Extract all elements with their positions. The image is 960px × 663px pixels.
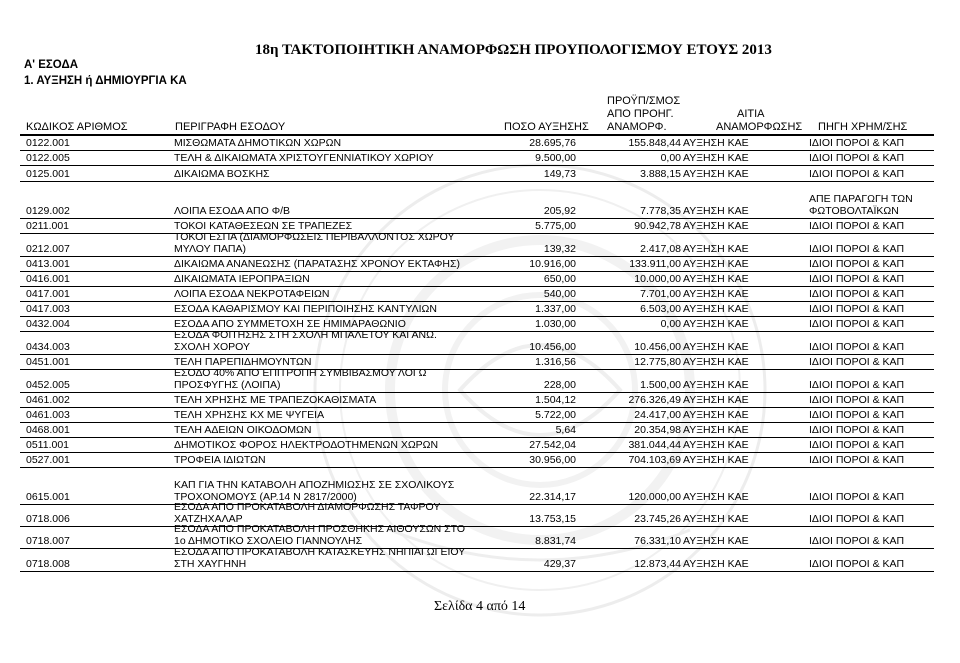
row-reason: ΑΥΞΗΣΗ ΚΑΕ — [683, 318, 749, 330]
row-funding-source-line: ΙΔΙΟΙ ΠΟΡΟΙ & ΚΑΠ — [809, 558, 905, 570]
table-row — [20, 467, 934, 505]
row-description — [174, 424, 312, 436]
row-reason: ΑΥΞΗΣΗ ΚΑΕ — [683, 205, 749, 217]
row-funding-source-line: ΙΔΙΟΙ ΠΟΡΟΙ & ΚΑΠ — [809, 513, 905, 525]
row-code: 0718.008 — [26, 558, 70, 570]
col-header-previous-line2: ΑΠΟ ΠΡΟΗΓ. — [607, 108, 674, 120]
row-description-line: ΠΡΟΣΦΥΓΗΣ (ΛΟΙΠΑ) — [174, 379, 281, 391]
row-funding-source-line: ΙΔΙΟΙ ΠΟΡΟΙ & ΚΑΠ — [809, 318, 905, 330]
row-funding-source-line: ΑΠΕ ΠΑΡΑΓΩΓΗ ΤΩΝ — [809, 193, 913, 205]
row-previous-amount: 76.331,10 — [634, 535, 681, 547]
row-funding-source — [809, 491, 904, 503]
row-amount: 10.916,00 — [529, 258, 576, 270]
row-code: 0125.001 — [26, 168, 70, 180]
row-code: 0416.001 — [26, 273, 70, 285]
row-description-line: ΔΙΚΑΙΩΜΑΤΑ ΙΕΡΟΠΡΑΞΙΩΝ — [174, 273, 310, 285]
row-description — [174, 523, 465, 547]
row-description-line: ΕΣΟΔΑ ΦΟΙΤΗΣΗΣ ΣΤΗ ΣΧΟΛΗ ΜΠΑΛΕΤΟΥ ΚΑΙ ΑΝΩ. — [174, 329, 437, 341]
row-previous-amount: 23.745,26 — [634, 513, 681, 525]
row-previous-amount: 10.000,00 — [634, 273, 681, 285]
row-description-line: ΕΣΟΔΑ ΑΠΟ ΠΡΟΚΑΤΑΒΟΛΗ ΠΡΟΣΘΗΚΗΣ ΑΙΘΟΥΣΩΝ ΣΤΟ — [174, 523, 466, 535]
row-code: 0122.001 — [26, 137, 70, 149]
row-amount: 9.500,00 — [535, 152, 576, 164]
row-funding-source — [809, 379, 904, 391]
table-row — [20, 523, 934, 549]
row-description-line: ΕΣΟΔΑ ΑΠΟ ΠΡΟΚΑΤΑΒΟΛΗ ΚΑΤΑΣΚΕΥΗΣ ΝΗΠΙΑΓΩΓΕΙΟΥ — [174, 546, 466, 558]
table-row — [20, 233, 934, 257]
row-description — [174, 409, 324, 421]
row-code: 0461.003 — [26, 409, 70, 421]
row-funding-source — [809, 454, 904, 466]
row-description-line: ΕΣΟΔΟ 40% ΑΠΟ ΕΠΙΤΡΟΠΗ ΣΥΜΒΙΒΑΣΜΟΥ ΛΟΓΩ — [174, 367, 427, 379]
table-row — [20, 392, 934, 408]
row-funding-source-line: ΙΔΙΟΙ ΠΟΡΟΙ & ΚΑΠ — [809, 273, 905, 285]
table-row — [20, 301, 934, 317]
row-previous-amount: 6.503,00 — [640, 303, 681, 315]
row-funding-source-line: ΙΔΙΟΙ ΠΟΡΟΙ & ΚΑΠ — [809, 409, 905, 421]
row-previous-amount: 120.000,00 — [628, 491, 681, 503]
row-funding-source-line: ΙΔΙΟΙ ΠΟΡΟΙ & ΚΑΠ — [809, 243, 905, 255]
row-funding-source — [809, 273, 904, 285]
row-previous-amount: 704.103,69 — [628, 454, 681, 466]
row-funding-source — [809, 137, 904, 149]
row-amount: 30.956,00 — [529, 454, 576, 466]
row-funding-source-line: ΙΔΙΟΙ ΠΟΡΟΙ & ΚΑΠ — [809, 220, 905, 232]
row-previous-amount: 276.326,49 — [628, 394, 681, 406]
row-previous-amount: 381.044,44 — [628, 439, 681, 451]
row-funding-source — [809, 558, 904, 570]
row-amount: 1.337,00 — [535, 303, 576, 315]
row-previous-amount: 1.500,00 — [640, 379, 681, 391]
row-reason: ΑΥΞΗΣΗ ΚΑΕ — [683, 535, 749, 547]
section-heading-revenue: Α' ΕΣΟΔΑ — [24, 59, 79, 71]
row-description-line: ΤΕΛΗ ΧΡΗΣΗΣ ΜΕ ΤΡΑΠΕΖΟΚΑΘΙΣΜΑΤΑ — [174, 394, 377, 406]
row-funding-source-line: ΙΔΙΟΙ ΠΟΡΟΙ & ΚΑΠ — [809, 491, 905, 503]
row-funding-source — [809, 168, 904, 180]
row-previous-amount: 12.873,44 — [634, 558, 681, 570]
row-description-line: ΤΕΛΗ & ΔΙΚΑΙΩΜΑΤΑ ΧΡΙΣΤΟΥΓΕΝΝΙΑΤΙΚΟΥ ΧΩΡΙΟΥ — [174, 152, 434, 164]
table-bottom-border — [20, 571, 934, 572]
row-reason: ΑΥΞΗΣΗ ΚΑΕ — [683, 379, 749, 391]
row-code: 0468.001 — [26, 424, 70, 436]
row-reason: ΑΥΞΗΣΗ ΚΑΕ — [683, 491, 749, 503]
row-code: 0615.001 — [26, 491, 70, 503]
row-funding-source — [809, 193, 913, 217]
row-amount: 650,00 — [543, 273, 576, 285]
col-header-reason-line1: ΑΙΤΙΑ — [737, 108, 765, 120]
row-funding-source-line: ΙΔΙΟΙ ΠΟΡΟΙ & ΚΑΠ — [809, 258, 905, 270]
row-code: 0211.001 — [26, 220, 70, 232]
row-description — [174, 152, 434, 164]
row-description-line: 1ο ΔΗΜΟΤΙΚΟ ΣΧΟΛΕΙΟ ΓΙΑΝΝΟΥΛΗΣ — [174, 535, 363, 547]
table-row — [20, 218, 934, 234]
row-code: 0122.005 — [26, 152, 70, 164]
row-reason: ΑΥΞΗΣΗ ΚΑΕ — [683, 454, 749, 466]
table-row — [20, 271, 934, 287]
row-description-line: ΕΣΟΔΑ ΑΠΟ ΠΡΟΚΑΤΑΒΟΛΗ ΔΙΑΜΟΡΦΩΣΗΣ ΤΑΦΡΟΥ — [174, 501, 441, 513]
row-description — [174, 546, 465, 570]
row-funding-source — [809, 288, 904, 300]
row-description — [174, 205, 290, 217]
row-funding-source — [809, 424, 904, 436]
row-code: 0527.001 — [26, 454, 70, 466]
table-row — [20, 316, 934, 332]
table-row — [20, 437, 934, 453]
col-header-reason-line2: ΑΝΑΜΟΡΦΩΣΗΣ — [716, 121, 803, 133]
row-funding-source — [809, 258, 904, 270]
row-funding-source-line: ΦΩΤΟΒΟΛΤΑΪΚΩΝ — [809, 205, 899, 217]
row-previous-amount: 155.848,44 — [628, 137, 681, 149]
row-description-line: ΤΟΚΟΙ ΕΣΠΑ (ΔΙΑΜΟΡΦΩΣΕΙΣ ΠΕΡΙΒΑΛΛΟΝΤΟΣ ΧΩΡΟΥ — [174, 231, 455, 243]
row-funding-source — [809, 409, 904, 421]
row-reason: ΑΥΞΗΣΗ ΚΑΕ — [683, 258, 749, 270]
row-reason: ΑΥΞΗΣΗ ΚΑΕ — [683, 137, 749, 149]
row-description-line: ΕΣΟΔΑ ΚΑΘΑΡΙΣΜΟΥ ΚΑΙ ΠΕΡΙΠΟΙΗΣΗΣ ΚΑΝΤΥΛΙΩΝ — [174, 303, 437, 315]
table-row — [20, 150, 934, 166]
row-description-line: ΔΗΜΟΤΙΚΟΣ ΦΟΡΟΣ ΗΛΕΚΤΡΟΔΟΤΗΜΕΝΩΝ ΧΩΡΩΝ — [174, 439, 439, 451]
row-amount: 139,32 — [543, 243, 576, 255]
row-amount: 540,00 — [543, 288, 576, 300]
row-funding-source — [809, 220, 904, 232]
row-code: 0451.001 — [26, 356, 70, 368]
row-funding-source-line: ΙΔΙΟΙ ΠΟΡΟΙ & ΚΑΠ — [809, 439, 905, 451]
row-code: 0434.003 — [26, 341, 70, 353]
row-reason: ΑΥΞΗΣΗ ΚΑΕ — [683, 273, 749, 285]
row-reason: ΑΥΞΗΣΗ ΚΑΕ — [683, 424, 749, 436]
row-funding-source — [809, 356, 904, 368]
row-previous-amount: 24.417,00 — [634, 409, 681, 421]
row-previous-amount: 12.775,80 — [634, 356, 681, 368]
row-description-line: ΛΟΙΠΑ ΕΣΟΔΑ ΝΕΚΡΟΤΑΦΕΙΩΝ — [174, 288, 330, 300]
table-row — [20, 452, 934, 468]
row-code: 0511.001 — [26, 439, 70, 451]
row-funding-source — [809, 243, 904, 255]
row-description — [174, 329, 437, 353]
row-description — [174, 501, 440, 525]
row-code: 0461.002 — [26, 394, 70, 406]
row-code: 0432.004 — [26, 318, 70, 330]
row-code: 0417.001 — [26, 288, 70, 300]
table-row — [20, 369, 934, 393]
row-description-line: ΛΟΙΠΑ ΕΣΟΔΑ ΑΠΟ Φ/Β — [174, 205, 290, 217]
row-description — [174, 303, 437, 315]
row-amount: 205,92 — [543, 205, 576, 217]
row-reason: ΑΥΞΗΣΗ ΚΑΕ — [683, 439, 749, 451]
row-amount: 28.695,76 — [529, 137, 576, 149]
row-funding-source-line: ΙΔΙΟΙ ΠΟΡΟΙ & ΚΑΠ — [809, 341, 905, 353]
row-reason: ΑΥΞΗΣΗ ΚΑΕ — [683, 220, 749, 232]
row-reason: ΑΥΞΗΣΗ ΚΑΕ — [683, 288, 749, 300]
row-amount: 5.722,00 — [535, 409, 576, 421]
row-code: 0718.007 — [26, 535, 70, 547]
col-header-previous-line3: ΑΝΑΜΟΡΦ. — [607, 121, 667, 133]
section-subheading: 1. ΑΥΞΗΣΗ ή ΔΗΜΙΟΥΡΓΙΑ ΚΑ — [24, 75, 187, 87]
row-description-line: ΤΟΚΟΙ ΚΑΤΑΘΕΣΕΩΝ ΣΕ ΤΡΑΠΕΖΕΣ — [174, 220, 353, 232]
row-previous-amount: 0,00 — [660, 152, 681, 164]
row-funding-source — [809, 152, 904, 164]
row-funding-source-line: ΙΔΙΟΙ ΠΟΡΟΙ & ΚΑΠ — [809, 394, 905, 406]
row-code: 0129.002 — [26, 205, 70, 217]
table-row — [20, 501, 934, 527]
row-funding-source-line: ΙΔΙΟΙ ΠΟΡΟΙ & ΚΑΠ — [809, 168, 905, 180]
row-funding-source-line: ΙΔΙΟΙ ΠΟΡΟΙ & ΚΑΠ — [809, 356, 905, 368]
row-description-line: ΣΧΟΛΗ ΧΟΡΟΥ — [174, 341, 250, 353]
row-description — [174, 273, 310, 285]
row-description-line: ΕΣΟΔΑ ΑΠΟ ΣΥΜΜΕΤΟΧΗ ΣΕ ΗΜΙΜΑΡΑΘΩΝΙΟ — [174, 318, 406, 330]
row-description-line: ΤΡΟΧΟΝΟΜΟΥΣ (ΑΡ.14 Ν 2817/2000) — [174, 491, 357, 503]
row-code: 0417.003 — [26, 303, 70, 315]
row-funding-source — [809, 318, 904, 330]
row-reason: ΑΥΞΗΣΗ ΚΑΕ — [683, 513, 749, 525]
row-reason: ΑΥΞΗΣΗ ΚΑΕ — [683, 303, 749, 315]
row-previous-amount: 20.354,98 — [634, 424, 681, 436]
col-header-previous-line1: ΠΡΟΫΠ/ΣΜΟΣ — [607, 95, 681, 107]
table-row — [20, 331, 934, 355]
row-description — [174, 168, 270, 180]
row-amount: 1.030,00 — [535, 318, 576, 330]
row-code: 0212.007 — [26, 243, 70, 255]
row-funding-source — [809, 341, 904, 353]
row-previous-amount: 10.456,00 — [634, 341, 681, 353]
row-previous-amount: 3.888,15 — [640, 168, 681, 180]
col-header-source: ΠΗΓΗ ΧΡΗΜ/ΣΗΣ — [818, 121, 908, 133]
row-amount: 10.456,00 — [529, 341, 576, 353]
row-reason: ΑΥΞΗΣΗ ΚΑΕ — [683, 394, 749, 406]
row-reason: ΑΥΞΗΣΗ ΚΑΕ — [683, 152, 749, 164]
row-description — [174, 439, 438, 451]
row-reason: ΑΥΞΗΣΗ ΚΑΕ — [683, 341, 749, 353]
row-code: 0452.005 — [26, 379, 70, 391]
table-row — [20, 422, 934, 438]
row-funding-source — [809, 394, 904, 406]
row-amount: 429,37 — [543, 558, 576, 570]
row-funding-source-line: ΙΔΙΟΙ ΠΟΡΟΙ & ΚΑΠ — [809, 535, 905, 547]
row-funding-source — [809, 535, 904, 547]
table-row — [20, 407, 934, 423]
row-amount: 8.831,74 — [535, 535, 576, 547]
row-description-line: ΜΥΛΟΥ ΠΑΠΑ) — [174, 243, 246, 255]
col-header-description: ΠΕΡΙΓΡΑΦΗ ΕΣΟΔΟΥ — [175, 121, 286, 133]
table-row — [20, 256, 934, 272]
row-funding-source — [809, 513, 904, 525]
row-description-line: ΣΤΗ ΧΑΥΓΗΝΗ — [174, 558, 247, 570]
row-amount: 27.542,04 — [529, 439, 576, 451]
row-reason: ΑΥΞΗΣΗ ΚΑΕ — [683, 558, 749, 570]
table-row — [20, 354, 934, 370]
row-funding-source-line: ΙΔΙΟΙ ΠΟΡΟΙ & ΚΑΠ — [809, 303, 905, 315]
row-amount: 5,64 — [555, 424, 576, 436]
row-description — [174, 479, 454, 503]
row-code: 0718.006 — [26, 513, 70, 525]
row-code: 0413.001 — [26, 258, 70, 270]
row-description-line: ΤΕΛΗ ΧΡΗΣΗΣ ΚΧ ΜΕ ΨΥΓΕΙΑ — [174, 409, 325, 421]
row-funding-source-line: ΙΔΙΟΙ ΠΟΡΟΙ & ΚΑΠ — [809, 454, 905, 466]
document-title: 18η ΤΑΚΤΟΠΟΙΗΤΙΚΗ ΑΝΑΜΟΡΦΩΣΗ ΠΡΟΥΠΟΛΟΓΙΣΜΟΥ ΕΤΟΥΣ 2013 — [255, 42, 772, 58]
row-description-line: ΜΙΣΘΩΜΑΤΑ ΔΗΜΟΤΙΚΩΝ ΧΩΡΩΝ — [174, 137, 342, 149]
row-amount: 1.504,12 — [535, 394, 576, 406]
row-description-line: ΔΙΚΑΙΩΜΑ ΒΟΣΚΗΣ — [174, 168, 270, 180]
row-previous-amount: 133.911,00 — [629, 258, 681, 270]
row-description-line: ΤΕΛΗ ΑΔΕΙΩΝ ΟΙΚΟΔΟΜΩΝ — [174, 424, 312, 436]
row-description-line: ΤΕΛΗ ΠΑΡΕΠΙΔΗΜΟΥΝΤΩΝ — [174, 356, 312, 368]
row-previous-amount: 0,00 — [660, 318, 681, 330]
row-previous-amount: 2.417,08 — [640, 243, 681, 255]
table-row — [20, 135, 934, 151]
row-amount: 1.316,56 — [535, 356, 576, 368]
row-previous-amount: 7.778,35 — [640, 205, 681, 217]
row-description — [174, 231, 454, 255]
row-funding-source-line: ΙΔΙΟΙ ΠΟΡΟΙ & ΚΑΠ — [809, 288, 905, 300]
row-reason: ΑΥΞΗΣΗ ΚΑΕ — [683, 356, 749, 368]
row-description — [174, 367, 427, 391]
row-funding-source — [809, 439, 904, 451]
row-reason: ΑΥΞΗΣΗ ΚΑΕ — [683, 243, 749, 255]
row-description — [174, 137, 341, 149]
row-previous-amount: 90.942,78 — [634, 220, 681, 232]
row-description-line: ΚΑΠ ΓΙΑ ΤΗΝ ΚΑΤΑΒΟΛΗ ΑΠΟΖΗΜΙΩΣΗΣ ΣΕ ΣΧΟΛΙΚΟΥΣ — [174, 479, 455, 491]
row-amount: 22.314,17 — [529, 491, 576, 503]
row-previous-amount: 7.701,00 — [640, 288, 681, 300]
row-description-line: ΤΡΟΦΕΙΑ ΙΔΙΩΤΩΝ — [174, 454, 266, 466]
row-description — [174, 454, 266, 466]
row-funding-source-line: ΙΔΙΟΙ ΠΟΡΟΙ & ΚΑΠ — [809, 379, 905, 391]
row-reason: ΑΥΞΗΣΗ ΚΑΕ — [683, 168, 749, 180]
row-amount: 228,00 — [543, 379, 576, 391]
row-amount: 149,73 — [543, 168, 576, 180]
row-description-line: ΔΙΚΑΙΩΜΑ ΑΝΑΝΕΩΣΗΣ (ΠΑΡΑΤΑΣΗΣ ΧΡΟΝΟΥ ΕΚΤΑΦΗΣ) — [174, 258, 460, 270]
row-description — [174, 258, 460, 270]
row-description — [174, 394, 376, 406]
table-row — [20, 165, 934, 182]
col-header-amount: ΠΟΣΟ ΑΥΞΗΣΗΣ — [504, 121, 589, 133]
row-description-line: ΧΑΤΖΗΧΑΛΑΡ — [174, 513, 243, 525]
table-row — [20, 286, 934, 302]
row-amount: 13.753,15 — [529, 513, 576, 525]
row-amount: 5.775,00 — [535, 220, 576, 232]
table-row — [20, 181, 934, 219]
row-reason: ΑΥΞΗΣΗ ΚΑΕ — [683, 409, 749, 421]
table-row — [20, 548, 934, 572]
page-number: Σελίδα 4 από 14 — [434, 599, 526, 614]
row-funding-source-line: ΙΔΙΟΙ ΠΟΡΟΙ & ΚΑΠ — [809, 137, 905, 149]
row-funding-source-line: ΙΔΙΟΙ ΠΟΡΟΙ & ΚΑΠ — [809, 152, 905, 164]
row-description — [174, 288, 329, 300]
col-header-code: ΚΩΔΙΚΟΣ ΑΡΙΘΜΟΣ — [26, 121, 128, 133]
row-funding-source-line: ΙΔΙΟΙ ΠΟΡΟΙ & ΚΑΠ — [809, 424, 905, 436]
row-funding-source — [809, 303, 904, 315]
